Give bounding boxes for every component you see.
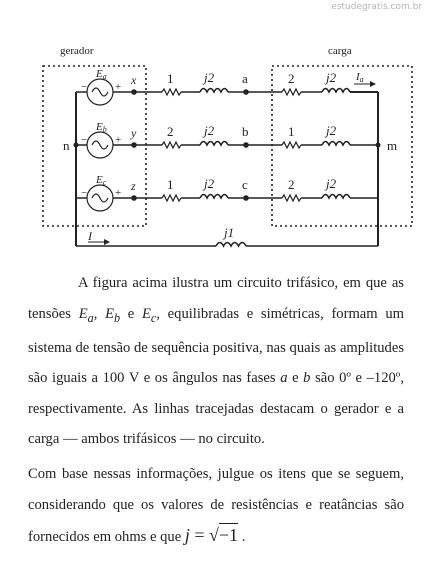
- line-a-inductor: [200, 89, 228, 93]
- terminal-z-label: z: [131, 179, 136, 193]
- line-c-inductor: [200, 195, 228, 199]
- line-c-x-label: j2: [204, 176, 215, 191]
- watermark: estudegratis.com.br: [331, 2, 422, 12]
- terminal-x-label: x: [131, 73, 137, 87]
- node-c-label: c: [242, 177, 248, 192]
- source-c-label: Ec: [96, 174, 107, 187]
- node-c-dot: [243, 195, 249, 201]
- load-label: carga: [328, 45, 352, 57]
- load-a-resistor: [282, 89, 301, 95]
- line-c-r-label: 1: [167, 177, 174, 192]
- phase-c: [76, 174, 378, 211]
- phase-b: [76, 121, 378, 158]
- svg-text:+: +: [115, 81, 122, 93]
- svg-text:+: +: [115, 187, 122, 199]
- neutral-reactance-label: j1: [224, 225, 235, 240]
- node-a-label: a: [242, 71, 248, 86]
- line-a-r-label: 1: [167, 71, 174, 86]
- load-c-resistor: [282, 195, 301, 201]
- phase-a: [76, 68, 378, 105]
- current-ia-label: Ia: [356, 71, 364, 84]
- load-a-r-label: 2: [288, 71, 295, 86]
- line-b-inductor: [200, 142, 228, 146]
- neutral-inductor: [216, 243, 246, 247]
- load-c-r-label: 2: [288, 177, 295, 192]
- node-m-label: m: [387, 138, 398, 153]
- load-b-resistor: [282, 142, 301, 148]
- line-b-x-label: j2: [204, 123, 215, 138]
- load-a-inductor: [322, 89, 350, 93]
- node-a-dot: [243, 89, 249, 95]
- node-n-label: n: [63, 138, 70, 153]
- line-b-resistor: [162, 142, 181, 148]
- node-b-label: b: [242, 124, 249, 139]
- svg-text:−: −: [81, 81, 88, 93]
- node-b-dot: [243, 142, 249, 148]
- load-b-inductor: [322, 142, 350, 146]
- source-b-label: Eb: [96, 121, 107, 134]
- terminal-y-label: y: [131, 126, 137, 140]
- svg-text:−: −: [81, 134, 88, 146]
- paragraph-instructions: Com base nessas informações, julgue os itens que se seguem, considerando que os valores de resistências e reatâncias são fornecidos em ohms e que j = √−1 .: [28, 466, 404, 545]
- circuit-diagram: [0, 0, 432, 260]
- paragraph-description: A figura acima ilustra um circuito trifásico, em que as tensões $E_a$, $E_b$ e $E_c$, equilibradas e simétricas, formam um sistema de tensão de sequência positiva, nas quais as amplitudes são iguais a 100 V e os ângulos nas fases a e b são 0º e –120º, respectivamente. As linhas tracejadas destacam o gerador e a carga — ambos trifásicos — no circuito.: [28, 275, 405, 448]
- terminal-z-dot: [131, 195, 137, 201]
- line-b-r-label: 2: [167, 124, 174, 139]
- load-a-x-label: j2: [326, 70, 337, 85]
- current-i-arrowhead: [104, 239, 110, 245]
- source-a-label: Ea: [96, 68, 107, 81]
- load-b-r-label: 1: [288, 124, 295, 139]
- generator-label: gerador: [60, 45, 94, 57]
- line-a-x-label: j2: [204, 70, 215, 85]
- terminal-x-dot: [131, 89, 137, 95]
- terminal-y-dot: [131, 142, 137, 148]
- current-i-label: I: [88, 229, 92, 243]
- line-a-resistor: [162, 89, 181, 95]
- svg-text:−: −: [81, 187, 88, 199]
- svg-text:+: +: [115, 134, 122, 146]
- load-c-x-label: j2: [326, 176, 337, 191]
- current-ia-arrowhead: [370, 81, 376, 87]
- line-c-resistor: [162, 195, 181, 201]
- load-b-x-label: j2: [326, 123, 337, 138]
- load-c-inductor: [322, 195, 350, 199]
